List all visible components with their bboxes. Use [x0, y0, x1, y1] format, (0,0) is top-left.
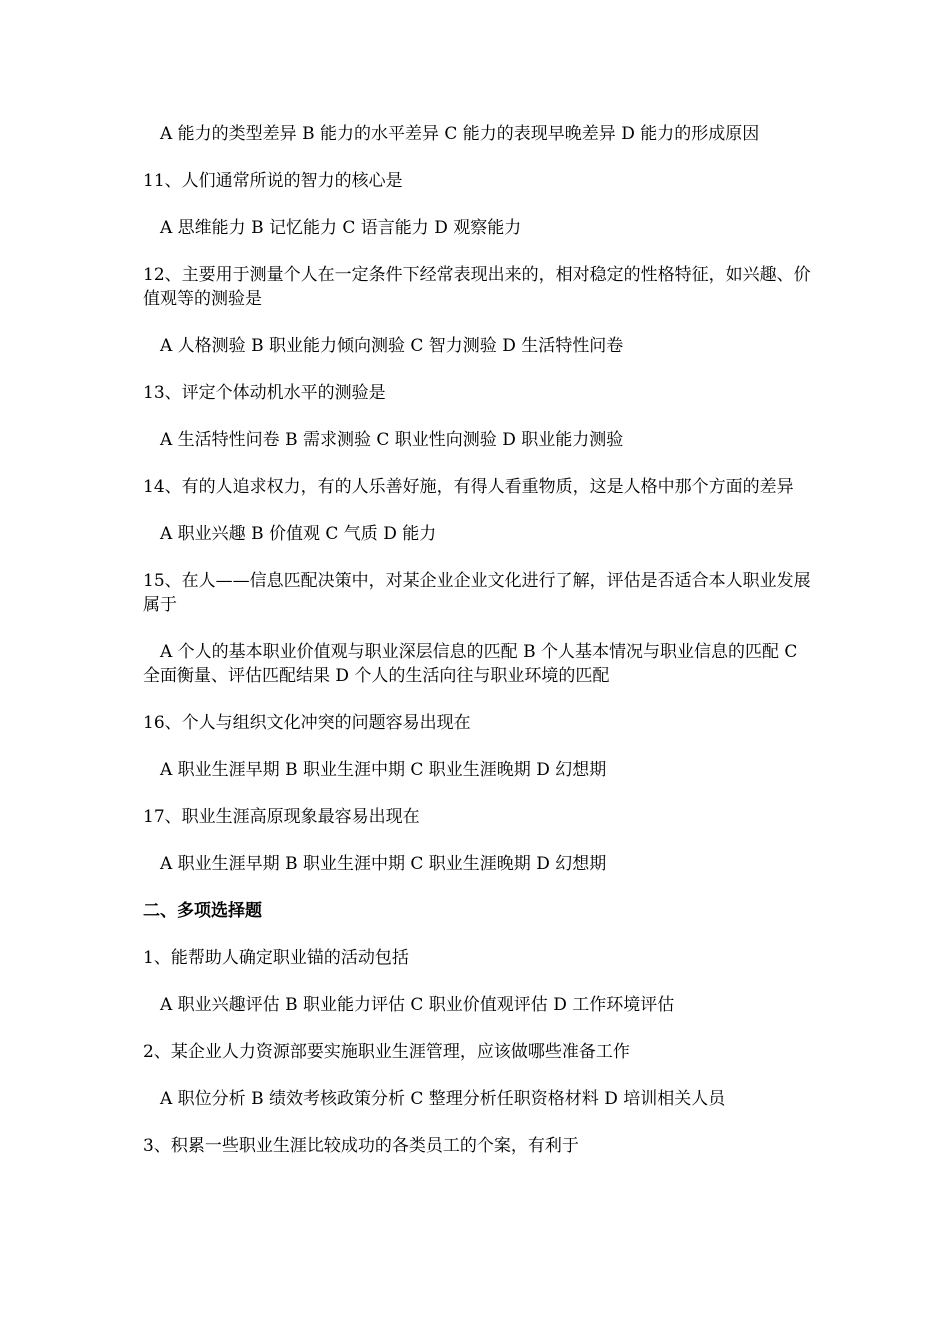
question: 2、某企业人力资源部要实施职业生涯管理，应该做哪些准备工作 — [143, 1042, 630, 1062]
answer-options: A 职业生涯早期 B 职业生涯中期 C 职业生涯晚期 D 幻想期 — [160, 760, 607, 780]
section-heading: 二、多项选择题 — [143, 901, 262, 921]
answer-options: A 能力的类型差异 B 能力的水平差异 C 能力的表现早晚差异 D 能力的形成原因 — [160, 124, 760, 144]
question: 1、能帮助人确定职业锚的活动包括 — [143, 948, 409, 968]
question: 11、人们通常所说的智力的核心是 — [143, 171, 403, 191]
answer-options: A 职业兴趣 B 价值观 C 气质 D 能力 — [160, 524, 437, 544]
question: 13、评定个体动机水平的测验是 — [143, 383, 386, 403]
question: 17、职业生涯高原现象最容易出现在 — [143, 807, 420, 827]
question: 12、主要用于测量个人在一定条件下经常表现出来的，相对稳定的性格特征，如兴趣、价值观等的测验是 — [143, 265, 811, 309]
answer-options: A 职业兴趣评估 B 职业能力评估 C 职业价值观评估 D 工作环境评估 — [160, 995, 675, 1015]
answer-options: A 生活特性问卷 B 需求测验 C 职业性向测验 D 职业能力测验 — [160, 430, 624, 450]
answer-options: A 职位分析 B 绩效考核政策分析 C 整理分析任职资格材料 D 培训相关人员 — [160, 1089, 726, 1109]
question: 15、在人——信息匹配决策中，对某企业企业文化进行了解，评估是否适合本人职业发展属于 — [143, 571, 811, 615]
question: 14、有的人追求权力，有的人乐善好施，有得人看重物质，这是人格中那个方面的差异 — [143, 477, 794, 497]
answer-options: A 人格测验 B 职业能力倾向测验 C 智力测验 D 生活特性问卷 — [160, 336, 624, 356]
question: 3、积累一些职业生涯比较成功的各类员工的个案，有利于 — [143, 1136, 579, 1156]
answer-options: A 个人的基本职业价值观与职业深层信息的匹配 B 个人基本情况与职业信息的匹配 C 全面衡量、评估匹配结果 D 个人的生活向往与职业环境的匹配 — [143, 642, 798, 686]
answer-options: A 职业生涯早期 B 职业生涯中期 C 职业生涯晚期 D 幻想期 — [160, 854, 607, 874]
answer-options: A 思维能力 B 记忆能力 C 语言能力 D 观察能力 — [160, 218, 522, 238]
question: 16、个人与组织文化冲突的问题容易出现在 — [143, 713, 471, 733]
document-body — [143, 122, 811, 1181]
